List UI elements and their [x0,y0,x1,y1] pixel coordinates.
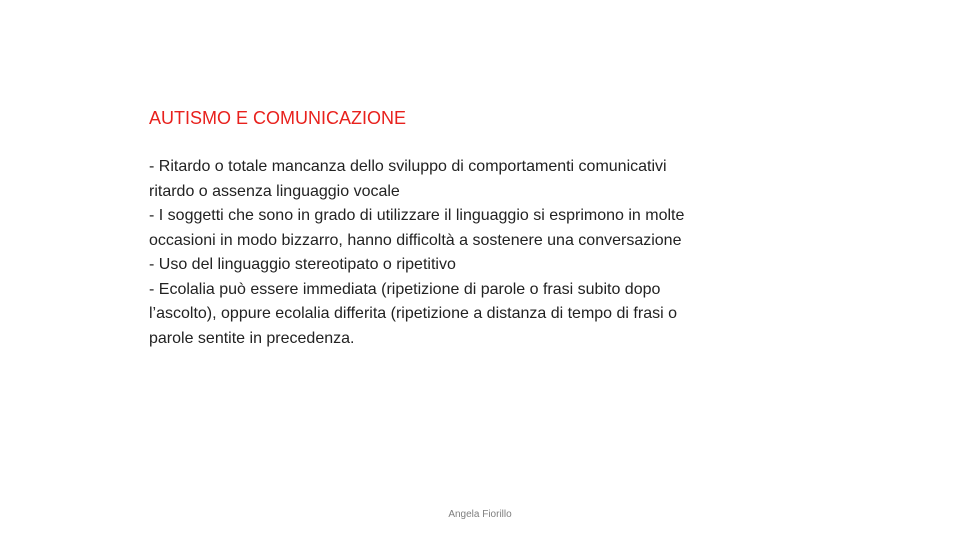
slide-body [149,155,799,351]
body-line: - I soggetti che sono in grado di utilizzare il linguaggio si esprimono in molte [149,207,685,224]
slide-footer-author: Angela Fiorillo [448,509,512,520]
body-line: parole sentite in precedenza. [149,329,355,347]
body-line: - Ecolalia può essere immediata (ripetizione di parole o frasi subito dopo [149,280,661,298]
body-line: occasioni in modo bizzarro, hanno difficoltà a sostenere una conversazione [149,231,682,249]
slide-title: AUTISMO E COMUNICAZIONE [149,108,407,128]
body-line: ritardo o assenza linguaggio vocale [149,182,400,200]
body-line: - Ritardo o totale mancanza dello sviluppo di comportamenti comunicativi [149,158,667,175]
body-line: - Uso del linguaggio stereotipato o ripetitivo [149,256,456,273]
body-line: l’ascolto), oppure ecolalia differita (ripetizione a distanza di tempo di frasi o [149,305,677,322]
